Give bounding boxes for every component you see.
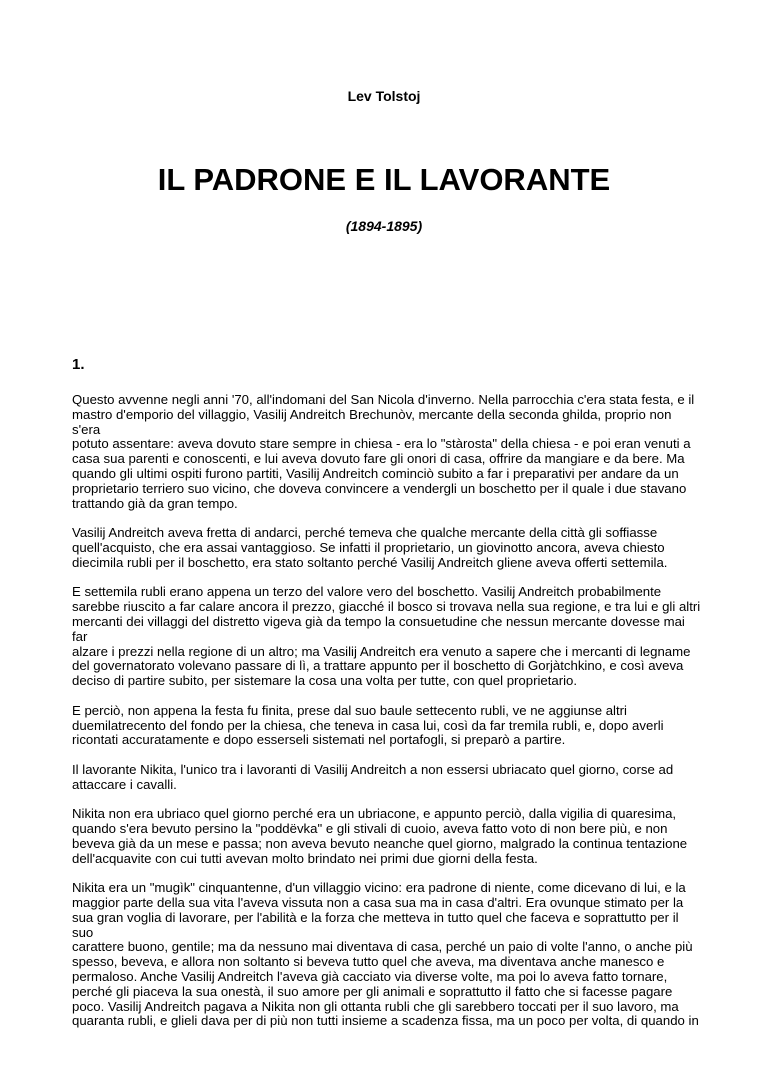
paragraph: Nikita era un "mugìk" cinquantenne, d'un villaggio vicino: era padrone di niente, come dicevano di lui, e la maggior parte della sua vita l'aveva vissuta non a casa sua ma in casa d'altri. Era ovunque stimato per la sua gran voglia di lavorare, per l'abilità e la forza che metteva in tutto quel che faceva e soprattutto per il suo carattere buono, gentile; ma da nessuno mai diventava di casa, perché un paio di volte l'anno, o anche più spesso, beveva, e allora non soltanto si beveva tutto quel che aveva, ma diventava anche manesco e permaloso. Anche Vasilij Andreitch l'aveva già cacciato via diverse volte, ma poi lo aveva fatto tornare, perché gli piaceva la sua onestà, il suo amore per gli animali e soprattutto il fatto che si facesse pagare poco. Vasilij Andreitch pagava a Nikita non gli ottanta rubli che gli sarebbero toccati per il suo lavoro, ma quaranta rubli, e glieli dava per di più non tutti insieme a scadenza fissa, ma un poco per volta, di quando in xyxy=(72,880,699,1029)
book-title: IL PADRONE E IL LAVORANTE xyxy=(157,162,611,197)
paragraph: E perciò, non appena la festa fu finita, prese dal suo baule settecento rubli, ve ne aggiunse altri duemilatrecento del fondo per la chiesa, che teneva in casa lui, così da far tremila rubli, e, dopo averli ricontati accuratamente e dopo esserseli sistemati nel portafogli, si preparò a partire. xyxy=(72,702,664,748)
paragraph: Vasilij Andreitch aveva fretta di andarci, perché temeva che qualche mercante della città gli soffiasse quell'acquisto, che era assai vantaggioso. Se infatti il proprietario, un giovinotto ancora, aveva chiesto diecimila rubli per il boschetto, era stato soltanto perché Vasilij Andreitch gliene aveva offerti settemila. xyxy=(72,525,668,570)
paragraph: Il lavorante Nikita, l'unico tra i lavoranti di Vasilij Andreitch a non essersi ubriacato quel giorno, corse ad attaccare i cavalli. xyxy=(72,761,674,792)
author-name: Lev Tolstoj xyxy=(347,88,421,104)
chapter-body xyxy=(72,393,702,1044)
publication-years: (1894-1895) xyxy=(345,218,423,234)
paragraph: E settemila rubli erano appena un terzo del valore vero del boschetto. Vasilij Andreitch probabilmente sarebbe riuscito a far calare ancora il prezzo, giacché il bosco si trovava nella sua regione, e tra lui e gli altri mercanti dei villaggi del distretto vigeva già da tempo la consuetudine che nessun mercante dovesse mai far alzare i prezzi nella regione di un altro; ma Vasilij Andreitch era venuto a sapere che i mercanti di legname del governatorato volevano passare di lì, a trattare appunto per il boschetto di Gorjàtchkino, e così aveva deciso di partire subito, per sistemare la cosa una volta per tutte, con quel proprietario. xyxy=(72,584,701,689)
paragraph: Questo avvenne negli anni '70, all'indomani del San Nicola d'inverno. Nella parrocchia c'era stata festa, e il mastro d'emporio del villaggio, Vasilij Andreitch Brechunòv, mercante della seconda ghilda, proprio non s'era potuto assentare: aveva dovuto stare sempre in chiesa - era lo "stàrosta" della chiesa - e poi eran venuti a casa sua parenti e conoscenti, e lui aveva dovuto fare gli onori di casa, offrire da mangiare e da bere. Ma quando gli ultimi ospiti furono partiti, Vasilij Andreitch cominciò subito a far i preparativi per andare da un proprietario terriero suo vicino, che doveva convincere a vendergli un boschetto per il quale i due stavano trattando già da gran tempo. xyxy=(72,392,695,511)
paragraph: Nikita non era ubriaco quel giorno perché era un ubriacone, e appunto perciò, dalla vigilia di quaresima, quando s'era bevuto persino la "poddëvka" e gli stivali di cuoio, aveva fatto voto di non bere più, e non beveva già da un mese e passa; non aveva bevuto neanche quel giorno, malgrado la continua tentazione dell'acquavite con cui tutti avevan molto brindato nei primi due giorni della festa. xyxy=(72,806,688,866)
chapter-heading: 1. xyxy=(72,356,85,373)
